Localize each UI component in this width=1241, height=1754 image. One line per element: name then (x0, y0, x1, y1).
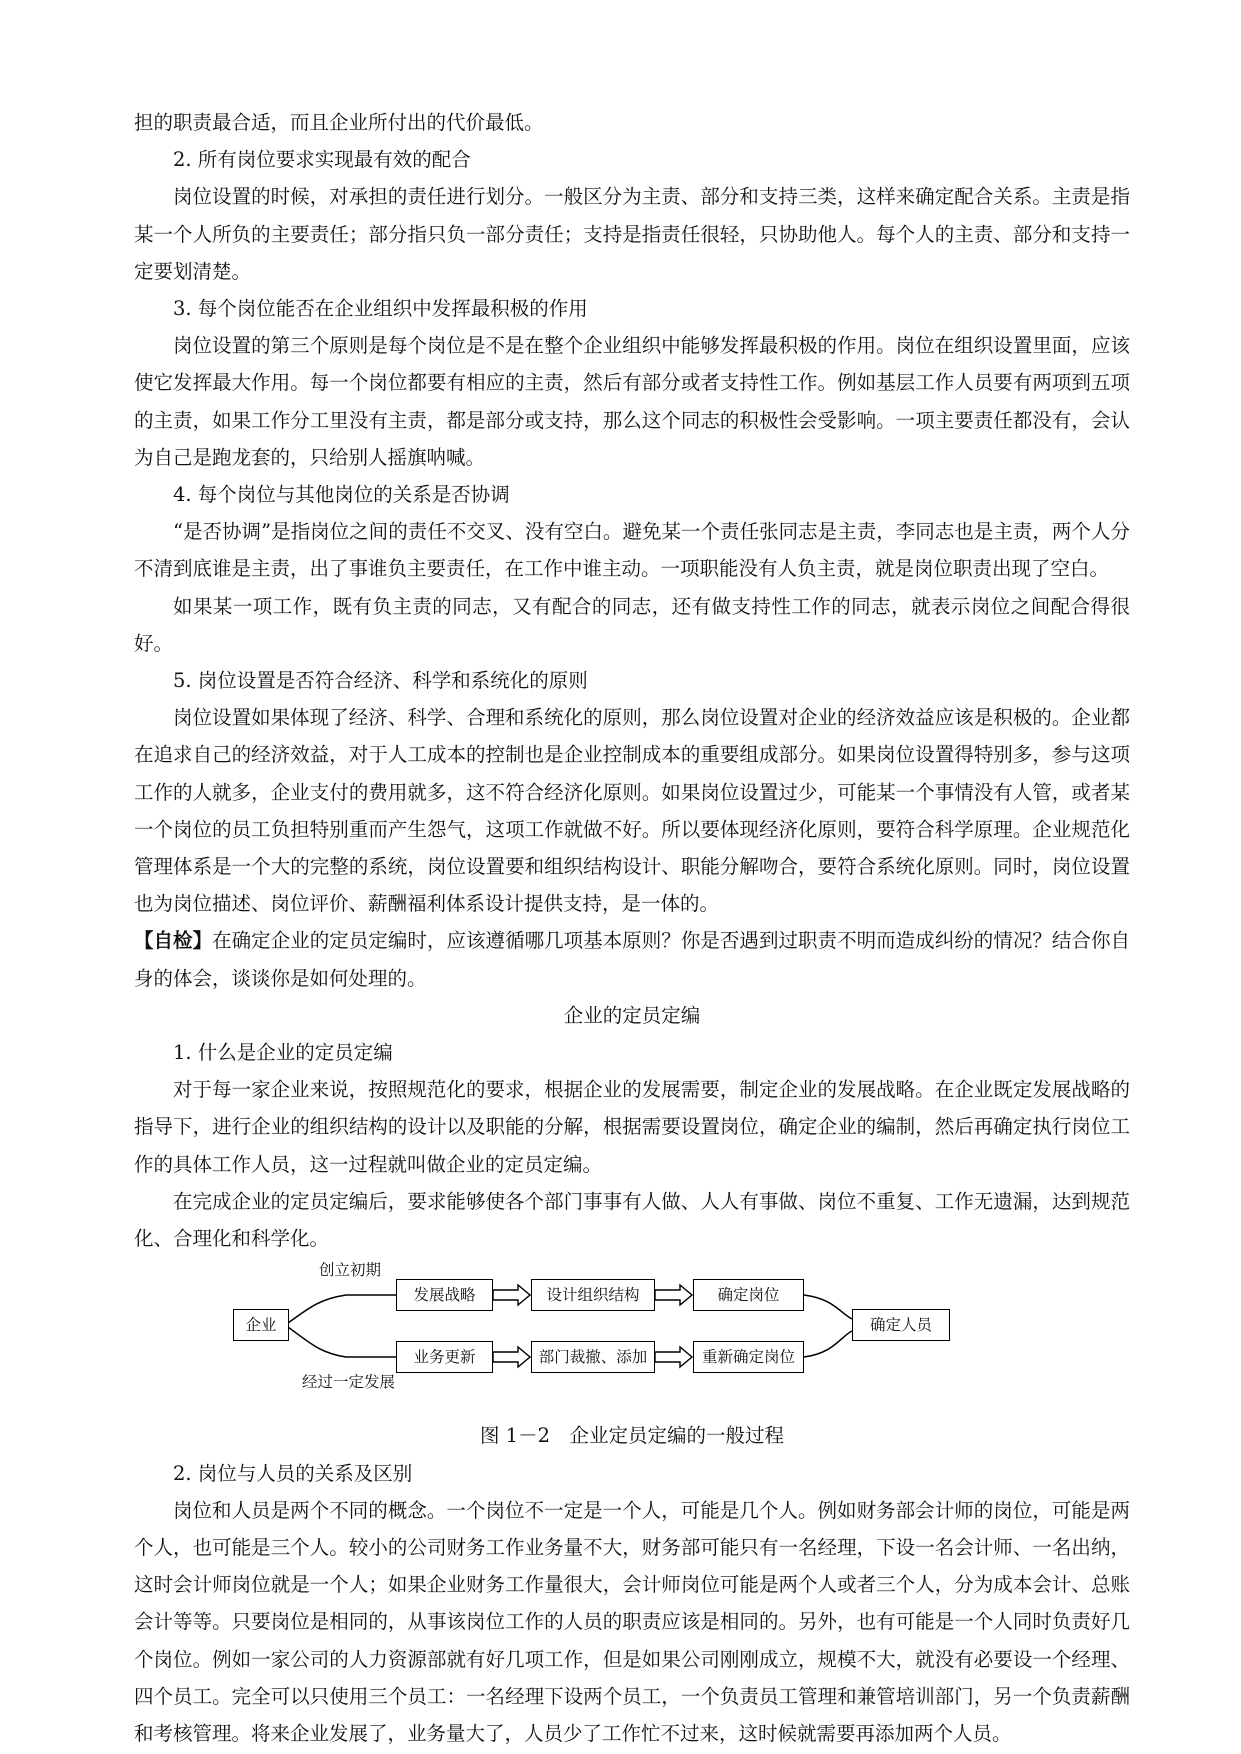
paragraph: 岗位设置的第三个原则是每个岗位是不是在整个企业组织中能够发挥最积极的作用。岗位在组织设置里面，应该使它发挥最大作用。每一个岗位都要有相应的主责，然后有部分或者支持性工作。例如基层工作人员要有两项到五项的主责，如果工作分工里没有主责，都是部分或支持，那么这个同志的积极性会受影响。一项主要责任都没有，会认为自己是跑龙套的，只给别人摇旗呐喊。 (134, 334, 1130, 469)
branch-label-top: 创立初期 (319, 1261, 382, 1280)
numbered-heading: 1. 什么是企业的定员定编 (173, 1041, 393, 1065)
numbered-heading: 2. 所有岗位要求实现最有效的配合 (173, 148, 471, 172)
paragraph: 岗位设置如果体现了经济、科学、合理和系统化的原则，那么岗位设置对企业的经济效益应该是积极的。企业都在追求自己的经济效益，对于人工成本的控制也是企业控制成本的重要组成部分。如果岗位设置得特别多，参与这项工作的人就多，企业支付的费用就多，这不符合经济化原则。如果岗位设置过少，可能某一个事情没有人管，或者某一个岗位的员工负担特别重而产生怨气，这项工作就做不好。所以要体现经济化原则，要符合科学原理。企业规范化管理体系是一个大的完整的系统，岗位设置要和组织结构设计、职能分解吻合，要符合系统化原则。同时，岗位设置也为岗位描述、岗位评价、薪酬福利体系设计提供支持，是一体的。 (134, 706, 1130, 916)
node-design-org-structure: 设计组织结构 (531, 1279, 655, 1311)
arrow-right-icon (655, 1285, 692, 1305)
section-title: 企业的定员定编 (563, 1003, 701, 1027)
paragraphs-mid (134, 1034, 1130, 1257)
paragraph: 岗位设置的时候，对承担的责任进行划分。一般区分为主责、部分和支持三类，这样来确定配合关系。主责是指某一个人所负的主要责任；部分指只负一部分责任；支持是指责任很轻，只协助他人。每个人的主责、部分和支持一定要划清楚。 (134, 185, 1130, 283)
merge-line-bottom (804, 1331, 852, 1357)
figure-caption: 图 1－2 企业定员定编的一般过程 (479, 1424, 784, 1448)
numbered-heading: 5. 岗位设置是否符合经济、科学和系统化的原则 (173, 669, 588, 693)
node-determine-staff: 确定人员 (852, 1309, 950, 1341)
node-redetermine-positions: 重新确定岗位 (693, 1341, 804, 1373)
paragraph: “是否协调”是指岗位之间的责任不交叉、没有空白。避免某一个责任张同志是主责，李同志也是主责，两个人分不清到底谁是主责，出了事谁负主要责任，在工作中谁主动。一项职能没有人负主责，就是岗位职责出现了空白。 (134, 520, 1130, 581)
node-enterprise: 企业 (233, 1309, 289, 1341)
node-department-adjust: 部门裁撤、添加 (531, 1341, 655, 1373)
arrow-right-icon (493, 1285, 530, 1305)
branch-line-top (288, 1295, 396, 1323)
node-business-update: 业务更新 (396, 1341, 493, 1373)
branch-line-bottom (288, 1327, 396, 1357)
self-check-text: 在确定企业的定员定编时，应该遵循哪几项基本原则？你是否遇到过职责不明而造成纠纷的情况？结合你自身的体会，谈谈你是如何处理的。 (134, 929, 1130, 990)
paragraph: 在完成企业的定员定编后，要求能够使各个部门事事有人做、人人有事做、岗位不重复、工作无遗漏，达到规范化、合理化和科学化。 (134, 1189, 1130, 1251)
self-check-label: 【自检】 (134, 929, 213, 953)
paragraph: 如果某一项工作，既有负主责的同志，又有配合的同志，还有做支持性工作的同志，就表示岗位之间配合得很好。 (134, 594, 1130, 655)
paragraphs-bottom (134, 1455, 1130, 1753)
paragraph: 岗位和人员是两个不同的概念。一个岗位不一定是一个人，可能是几个人。例如财务部会计师的岗位，可能是两个人，也可能是三个人。较小的公司财务工作业务量不大，财务部可能只有一名经理，下设一名会计师、一名出纳，这时会计师岗位就是一个人；如果企业财务工作量很大，会计师岗位可能是两个人或者三个人，分为成本会计、总账会计等等。只要岗位是相同的，从事该岗位工作的人员的职责应该是相同的。另外，也有可能是一个人同时负责好几个岗位。例如一家公司的人力资源部就有好几项工作，但是如果公司刚刚成立，规模不大，就没有必要设一个经理、四个员工。完全可以只使用三个员工：一名经理下设两个员工，一个负责员工管理和兼管培训部门，另一个负责薪酬和考核管理。将来企业发展了，业务量大了，人员少了工作忙不过来，这时候就需要再添加两个人员。 (134, 1498, 1130, 1745)
arrow-right-icon (655, 1347, 692, 1367)
paragraph: 担的职责最合适，而且企业所付出的代价最低。 (134, 111, 544, 134)
merge-line-top (804, 1295, 852, 1319)
paragraphs-top (134, 104, 1130, 922)
paragraph: 对于每一家企业来说，按照规范化的要求，根据企业的发展需要，制定企业的发展战略。在企业既定发展战略的指导下，进行企业的组织结构的设计以及职能的分解，根据需要设置岗位，确定企业的编制，然后再确定执行岗位工作的具体工作人员，这一过程就叫做企业的定员定编。 (134, 1078, 1130, 1176)
arrow-right-icon (493, 1347, 530, 1367)
document-page (134, 104, 1130, 1752)
self-check-paragraph (134, 922, 1130, 996)
branch-label-bottom: 经过一定发展 (302, 1373, 396, 1392)
numbered-heading: 4. 每个岗位与其他岗位的关系是否协调 (173, 483, 510, 507)
numbered-heading: 2. 岗位与人员的关系及区别 (173, 1461, 413, 1485)
numbered-heading: 3. 每个岗位能否在企业组织中发挥最积极的作用 (173, 297, 588, 321)
process-diagram (134, 1263, 1130, 1415)
node-determine-positions: 确定岗位 (693, 1279, 804, 1311)
node-development-strategy: 发展战略 (396, 1279, 493, 1311)
